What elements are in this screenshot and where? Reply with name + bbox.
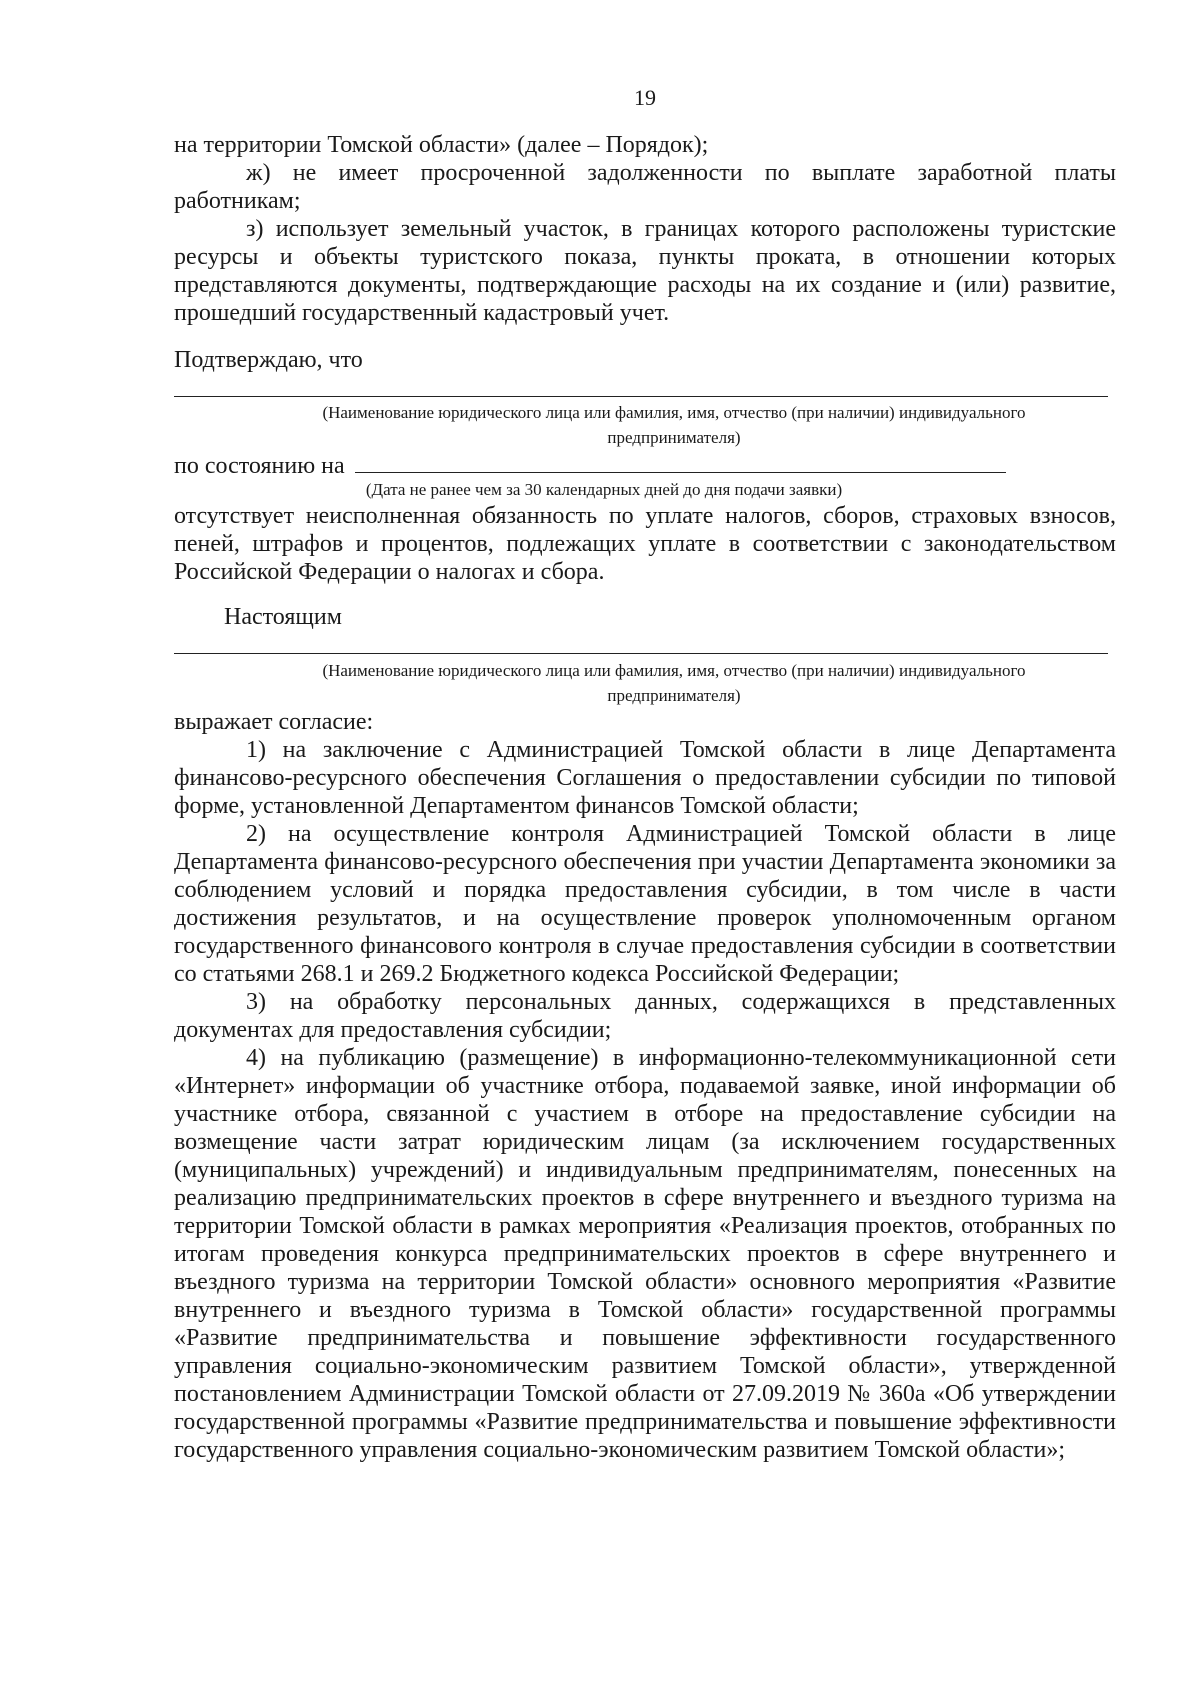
paragraph-item-z: з) использует земельный участок, в границах которого расположены туристские ресурсы и объекты туристского показа, пункты проката, в отношении которых представляются документы, подтверждающие расходы на их создание и (или) развитие, прошедший государственный кадастровый учет. [174, 216, 1116, 326]
consent-intro: Настоящим [224, 604, 342, 630]
consent-name-caption [234, 658, 1114, 708]
consent-item-2: 2) на осуществление контроля Администрацией Томской области в лице Департамента финансово-ресурсного обеспечения при участии Департамента экономики за соблюдением условий и порядка предоставления субсидии, в том числе в части достижения результатов, и на осуществление проверок уполномоченным органом государственного финансового контроля в случае предоставления субсидии в соответствии со статьями 268.1 и 269.2 Бюджетного кодекса Российской Федерации; [174, 821, 1116, 987]
caption-line: предпринимателя) [607, 428, 741, 447]
consent-name-blank [174, 653, 1108, 654]
caption-line: (Наименование юридического лица или фамилия, имя, отчество (при наличии) индивидуального [322, 403, 1026, 422]
confirm-name-caption [234, 400, 1114, 450]
consent-item-3: 3) на обработку персональных данных, содержащихся в представленных документах для предоставления субсидии; [174, 989, 1116, 1043]
confirm-body: отсутствует неисполненная обязанность по уплате налогов, сборов, страховых взносов, пеней, штрафов и процентов, подлежащих уплате в соответствии с законодательством Российской Федерации о налогах и сбора. [174, 503, 1116, 585]
consent-item-4: 4) на публикацию (размещение) в информационно-телекоммуникационной сети «Интернет» информации об участнике отбора, подаваемой заявке, иной информации об участнике отбора, связанной с участием в отборе на предоставление субсидии на возмещение части затрат юридическим лицам (за исключением государственных (муниципальных) учреждений) и индивидуальным предпринимателям, понесенных на реализацию предпринимательских проектов в сфере внутреннего и въездного туризма на территории Томской области в рамках мероприятия «Реализация проектов, отобранных по итогам проведения конкурса предпринимательских проектов в сфере внутреннего и въездного туризма на территории Томской области» основного мероприятия «Развитие внутреннего и въездного туризма в Томской области» государственной программы «Развитие предпринимательства и повышение эффективности государственного управления социально-экономическим развитием Томской области», утвержденной постановлением Администрации Томской области от 27.09.2019 № 360а «Об утверждении государственной программы «Развитие предпринимательства и повышение эффективности государственного управления социально-экономическим развитием Томской области»; [174, 1045, 1116, 1463]
page-number: 19 [634, 85, 656, 110]
date-caption: (Дата не ранее чем за 30 календарных дней до дня подачи заявки) [365, 480, 843, 499]
top-paragraphs [174, 131, 1116, 327]
caption-line: предпринимателя) [607, 686, 741, 705]
consent-item-1: 1) на заключение с Администрацией Томской области в лице Департамента финансово-ресурсного обеспечения Соглашения о предоставлении субсидии по типовой форме, установленной Департаментом финансов Томской области; [174, 737, 1116, 819]
paragraph-continuation: на территории Томской области» (далее – Порядок); [174, 132, 709, 158]
confirm-date-row [174, 452, 1116, 480]
date-blank [355, 452, 1006, 473]
consent-lead: выражает согласие: [174, 709, 374, 735]
date-label: по состоянию на [174, 453, 345, 479]
confirm-intro: Подтверждаю, что [174, 347, 363, 373]
caption-line: (Наименование юридического лица или фамилия, имя, отчество (при наличии) индивидуального [322, 661, 1026, 680]
consent-items [174, 708, 1116, 1464]
paragraph-item-zh: ж) не имеет просроченной задолженности по выплате заработной платы работникам; [174, 160, 1116, 214]
confirm-name-blank [174, 396, 1108, 397]
